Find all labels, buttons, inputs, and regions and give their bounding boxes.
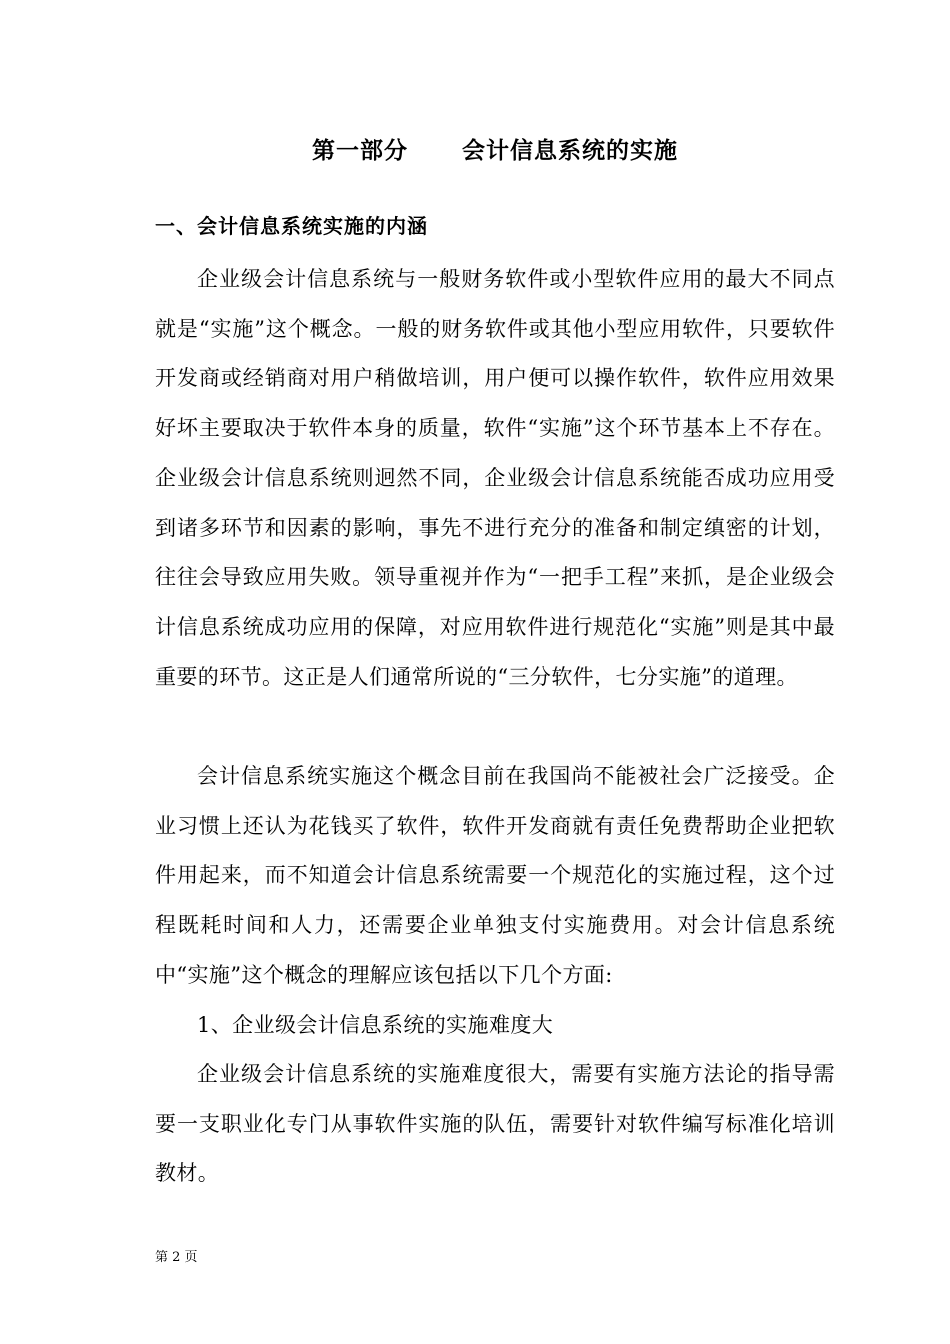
paragraph-difficulty	[155, 1050, 835, 1199]
section-heading: 一、会计信息系统实施的内涵	[155, 214, 428, 238]
paragraph-implementation-concept	[155, 255, 835, 702]
paragraph-acceptance	[155, 752, 835, 1001]
paragraph-text: 企业级会计信息系统的实施难度很大，需要有实施方法论的指导需要一支职业化专门从事软件实施的队伍，需要针对软件编写标准化培训教材。	[155, 1062, 835, 1186]
paragraph-text: 企业级会计信息系统与一般财务软件或小型软件应用的最大不同点就是“实施”这个概念。一般的财务软件或其他小型应用软件，只要软件开发商或经销商对用户稍做培训，用户便可以操作软件，软件应用效果好坏主要取决于软件本身的质量，软件“实施”这个环节基本上不存在。企业级会计信息系统则迥然不同，企业级会计信息系统能否成功应用受到诸多环节和因素的影响，事先不进行充分的准备和制定缜密的计划，往往会导致应用失败。领导重视并作为“一把手工程”来抓，是企业级会计信息系统成功应用的保障，对应用软件进行规范化“实施”则是其中最重要的环节。这正是人们通常所说的“三分软件，七分实施”的道理。	[155, 267, 835, 689]
subsection-heading-text: 1、企业级会计信息系统的实施难度大	[197, 1013, 554, 1037]
page-title: 第一部分 会计信息系统的实施	[311, 138, 679, 164]
subsection-heading	[155, 1001, 835, 1051]
page-number: 第 2 页	[155, 1250, 198, 1265]
paragraph-text: 会计信息系统实施这个概念目前在我国尚不能被社会广泛接受。企业习惯上还认为花钱买了软件，软件开发商就有责任免费帮助企业把软件用起来，而不知道会计信息系统需要一个规范化的实施过程，这个过程既耗时间和人力，还需要企业单独支付实施费用。对会计信息系统中“实施”这个概念的理解应该包括以下几个方面:	[155, 764, 835, 987]
